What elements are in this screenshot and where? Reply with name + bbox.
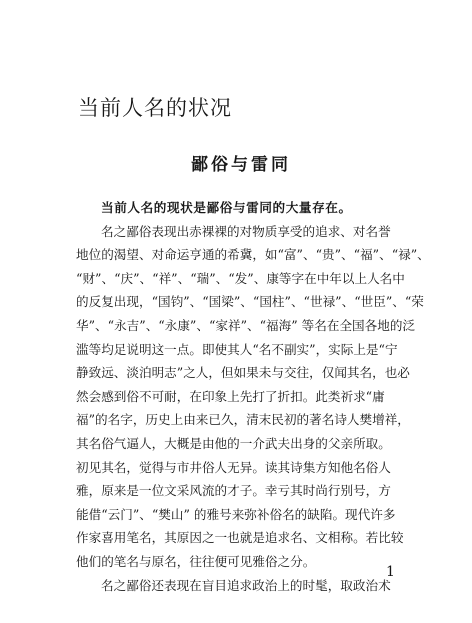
paragraph-line: “财”、“庆”、“祥”、“瑞”、“发”、康等字在中年以上人名中 [76,270,405,286]
paragraph-line: 名之鄙俗还表现在盲目追求政治上的时髦，取政治术 [101,577,391,593]
paragraph-line: 的反复出现，“国钧”、“国梁”、“国柱”、“世禄”、“世臣”、“荣 [76,294,424,310]
paragraph-line: 他们的笔名与原名，往往便可见雅俗之分。 [76,553,316,569]
paragraph-line: 滥等均足说明这一点。即使其人“名不副实”，实际上是“宁 [76,341,398,357]
page-number: 1 [386,564,395,580]
paragraph-line: 当前人名的现状是鄙俗与雷同的大量存在。 [101,200,352,215]
body-text [76,196,444,597]
paragraph-line: 作家喜用笔名，其原因之一也就是追求名、文相称。若比较 [76,530,404,546]
paragraph-line: 初见其名，觉得与市井俗人无异。读其诗集方知他名俗人 [76,459,391,475]
section-title: 鄙俗与雷同 [191,155,291,175]
paragraph-line: 静致远、淡泊明志”之人，但如果未与交往，仅闻其名，也必 [76,365,410,381]
paragraph-line: 然会感到俗不可耐，在印象上先打了折扣。此类祈求“庸 [76,388,385,404]
paragraph-line: 能借“云门”、“樊山” 的雅号来弥补俗名的缺陷。现代许多 [76,506,396,522]
paragraph-line: 福”的名字，历史上由来已久，清末民初的著名诗人樊增祥， [76,412,410,428]
paragraph-line: 其名俗气逼人，大概是由他的一介武夫出身的父亲所取。 [76,435,391,451]
paragraph-line: 地位的渴望、对命运亨通的希冀，如“富”、“贵”、“福”、“禄”、 [76,247,430,263]
chapter-title: 当前人名的状况 [78,96,232,120]
paragraph-line: 雅，原来是一位文采风流的才子。幸亏其时尚行别号，方 [76,483,391,499]
paragraph-line: 华”、“永吉”、“永康”、“家祥”、“福海” 等名在全国各地的泛 [76,317,416,333]
paragraph-line: 名之鄙俗表现出赤裸裸的对物质享受的追求、对名誉 [101,223,391,239]
